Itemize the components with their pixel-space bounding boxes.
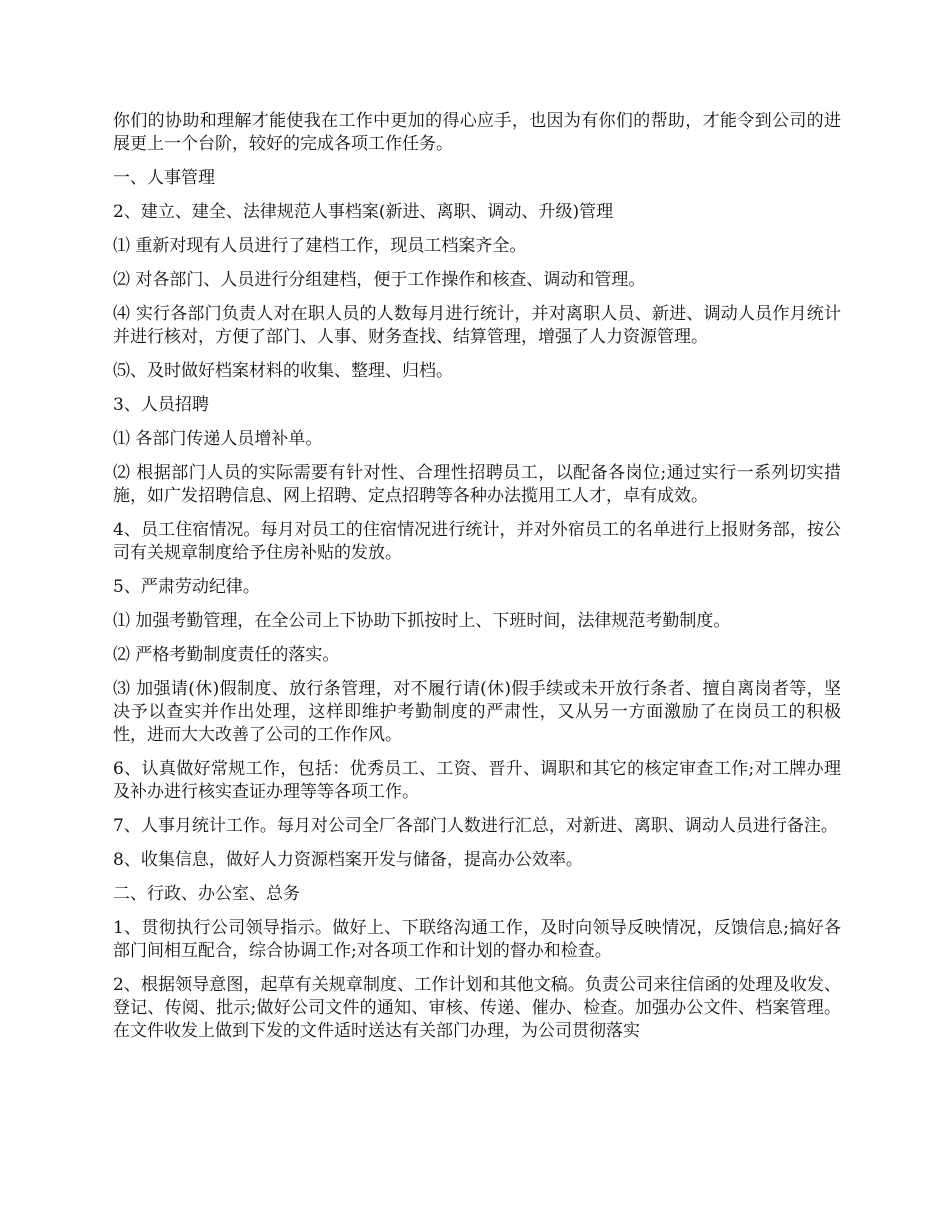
paragraph-item: ⑷ 实行各部门负责人对在职人员的人数每月进行统计，并对离职人员、新进、调动人员作月统计并进行核对，方便了部门、人事、财务查找、结算管理，增强了人力资源管理。 bbox=[113, 304, 841, 347]
paragraph-item: 4、员工住宿情况。每月对员工的住宿情况进行统计，并对外宿员工的名单进行上报财务部，按公司有关规章制度给予住房补贴的发放。 bbox=[113, 520, 841, 563]
paragraph-item: 8、收集信息，做好人力资源档案开发与储备，提高办公效率。 bbox=[113, 850, 583, 870]
paragraph-intro: 你们的协助和理解才能使我在工作中更加的得心应手，也因为有你们的帮助，才能令到公司的进展更上一个台阶，较好的完成各项工作任务。 bbox=[113, 111, 841, 154]
paragraph-item: 6、认真做好常规工作，包括：优秀员工、工资、晋升、调职和其它的核定审查工作;对工牌办理及补办进行核实查证办理等等各项工作。 bbox=[113, 759, 841, 802]
paragraph-item: 2、根据领导意图，起草有关规章制度、工作计划和其他文稿。负责公司来往信函的处理及收发、登记、传阅、批示;做好公司文件的通知、审核、传递、催办、检查。加强办公文件、档案管理。在文件收发上做到下发的文件适时送达有关部门办理，为公司贯彻落实 bbox=[113, 975, 841, 1041]
paragraph-item: 3、人员招聘 bbox=[113, 395, 209, 415]
paragraph-item: 7、人事月统计工作。每月对公司全厂各部门人数进行汇总，对新进、离职、调动人员进行备注。 bbox=[113, 816, 838, 836]
paragraph-item: 5、严肃劳动纪律。 bbox=[113, 577, 260, 597]
paragraph-item: ⑶ 加强请(休)假制度、放行条管理，对不履行请(休)假手续或未开放行条者、擅自离岗者等，坚决予以查实并作出处理，这样即维护考勤制度的严肃性，又从另一方面激励了在岗员工的积极性，进而大大改善了公司的工作作风。 bbox=[113, 679, 841, 745]
paragraph-item: ⑵ 严格考勤制度责任的落实。 bbox=[113, 645, 340, 665]
paragraph-item: ⑴ 各部门传递人员增补单。 bbox=[113, 429, 323, 449]
document-page bbox=[113, 110, 841, 1054]
paragraph-item: ⑴ 加强考勤管理，在全公司上下协助下抓按时上、下班时间，法律规范考勤制度。 bbox=[113, 611, 731, 631]
paragraph-item: ⑸、及时做好档案材料的收集、整理、归档。 bbox=[113, 361, 453, 381]
paragraph-item: ⑴ 重新对现有人员进行了建档工作，现员工档案齐全。 bbox=[113, 236, 527, 256]
paragraph-item: 1、贯彻执行公司领导指示。做好上、下联络沟通工作，及时向领导反映情况，反馈信息;搞好各部门间相互配合，综合协调工作;对各项工作和计划的督办和检查。 bbox=[113, 918, 841, 961]
paragraph-item: ⑵ 根据部门人员的实际需要有针对性、合理性招聘员工，以配备各岗位;通过实行一系列切实措施，如广发招聘信息、网上招聘、定点招聘等各种办法揽用工人才，卓有成效。 bbox=[113, 463, 841, 506]
section-heading-personnel: 一、人事管理 bbox=[113, 168, 215, 188]
paragraph-item: ⑵ 对各部门、人员进行分组建档，便于工作操作和核查、调动和管理。 bbox=[113, 270, 646, 290]
paragraph-item: 2、建立、建全、法律规范人事档案(新进、离职、调动、升级)管理 bbox=[113, 202, 614, 222]
section-heading-admin: 二、行政、办公室、总务 bbox=[113, 884, 300, 904]
